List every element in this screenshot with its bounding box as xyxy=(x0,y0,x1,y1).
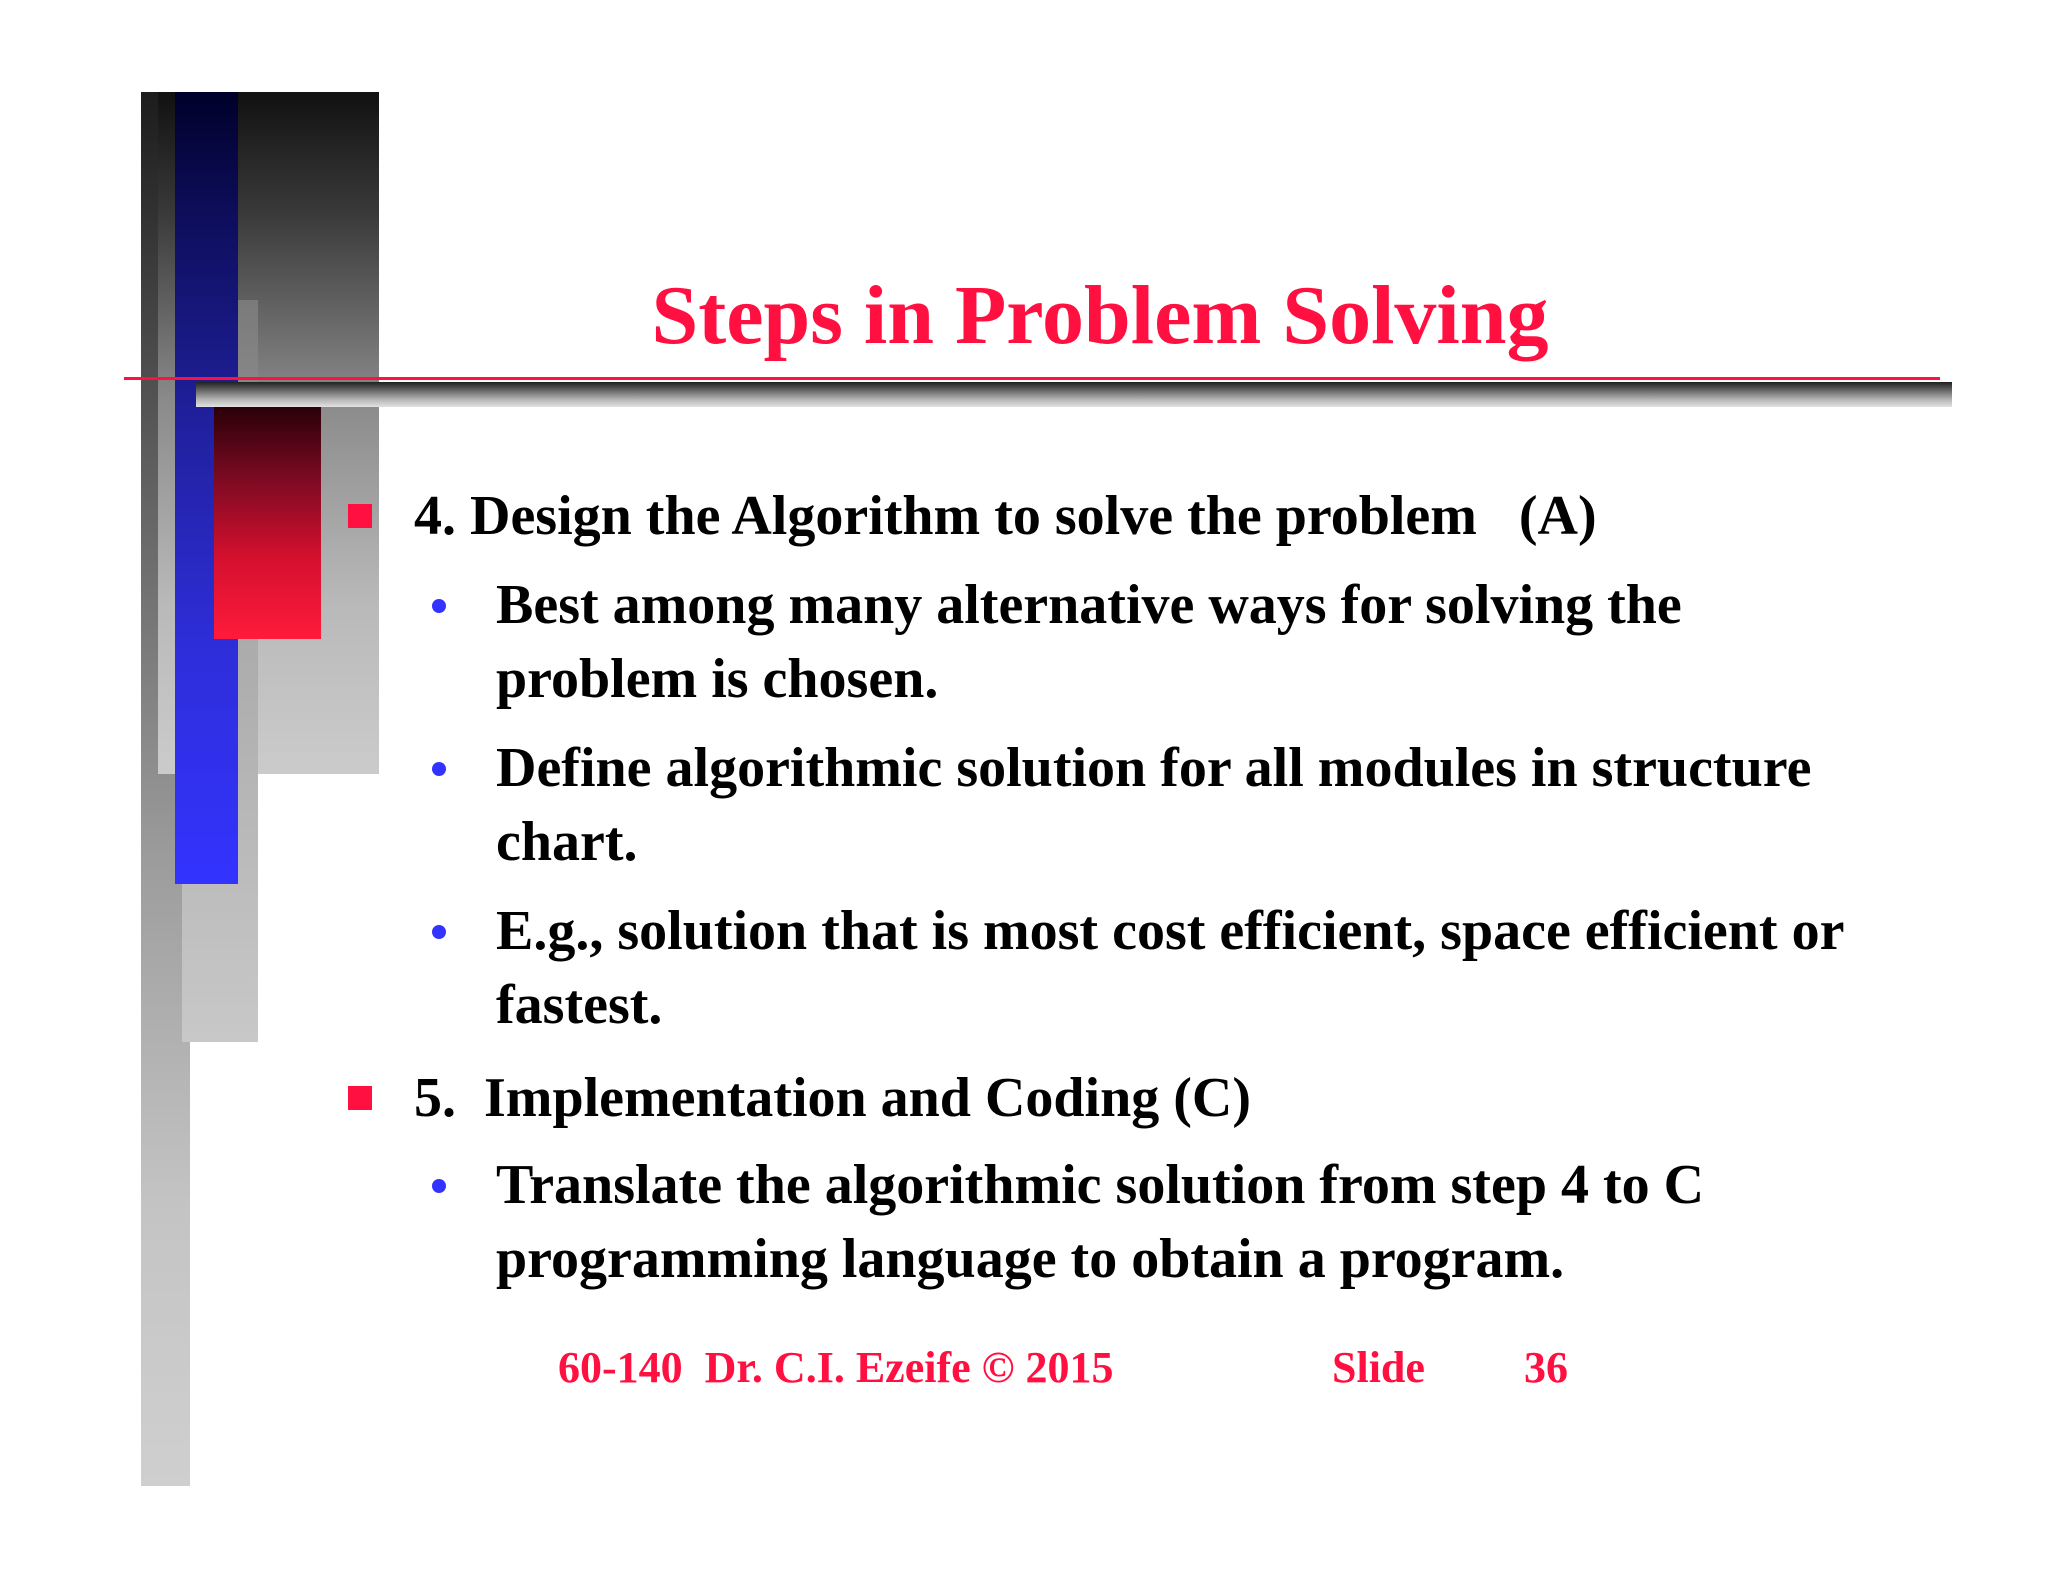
slide-title: Steps in Problem Solving xyxy=(651,269,1549,362)
footer-course-author: 60-140 Dr. C.I. Ezeife © 2015 xyxy=(558,1343,1114,1392)
title-shadow-bar xyxy=(196,382,1952,407)
decorative-red-block xyxy=(214,407,321,639)
list-item-level1: 5. Implementation and Coding (C) xyxy=(414,1067,1251,1129)
blue-dot-bullet-icon xyxy=(432,762,446,776)
blue-dot-bullet-icon xyxy=(432,925,446,939)
list-item-level1: 4. Design the Algorithm to solve the problem (A) xyxy=(414,485,1597,547)
footer-slide-label: Slide xyxy=(1332,1343,1425,1392)
blue-dot-bullet-icon xyxy=(432,1179,446,1193)
red-square-bullet-icon xyxy=(348,504,372,528)
footer-slide-number: 36 xyxy=(1524,1343,1568,1392)
title-underline xyxy=(124,377,1940,380)
blue-dot-bullet-icon xyxy=(432,599,446,613)
list-item-level2: Define algorithmic solution for all modules in structure chart. xyxy=(496,737,1812,873)
list-item-level2: E.g., solution that is most cost efficient, space efficient or fastest. xyxy=(496,900,1844,1036)
red-square-bullet-icon xyxy=(348,1086,372,1110)
list-item-level2: Best among many alternative ways for solving the problem is chosen. xyxy=(496,574,1682,710)
list-item-level2: Translate the algorithmic solution from step 4 to C programming language to obtain a program. xyxy=(496,1154,1705,1290)
